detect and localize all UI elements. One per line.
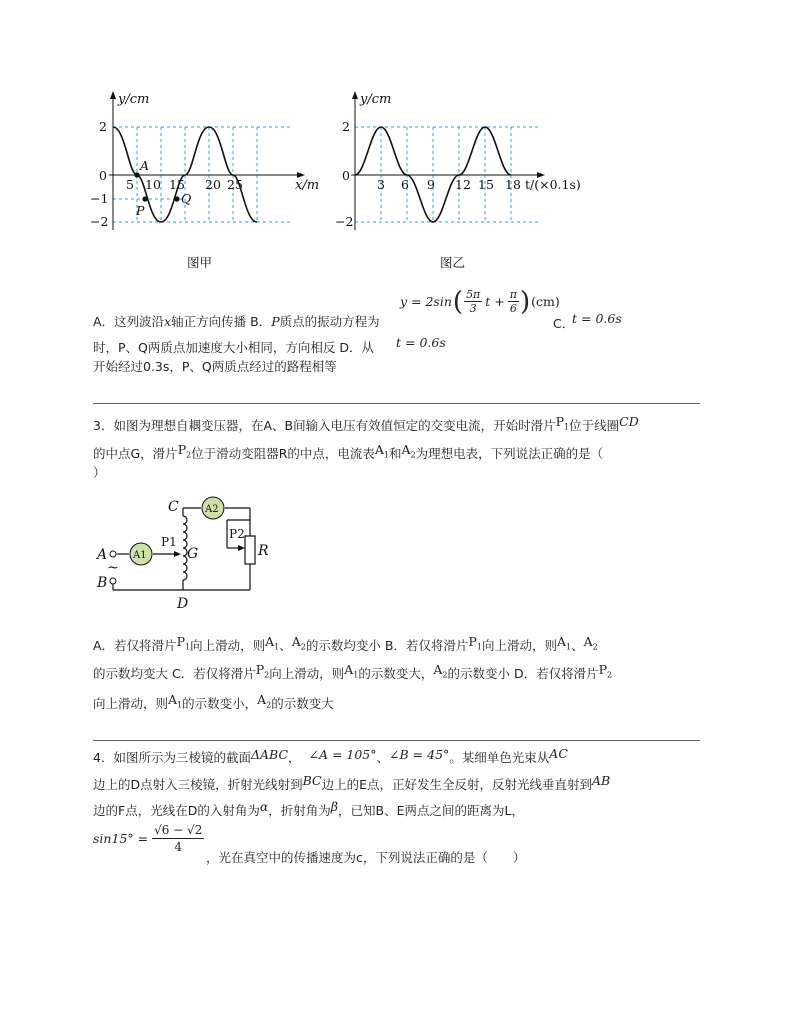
svg-text:~: ~ bbox=[107, 560, 119, 576]
graph-jia bbox=[85, 85, 335, 280]
time-value-2: t = 0.6s bbox=[396, 335, 446, 350]
svg-text:0: 0 bbox=[99, 168, 107, 183]
q2-option-c-label: C． bbox=[553, 316, 575, 331]
svg-text:R: R bbox=[258, 543, 269, 559]
svg-text:C: C bbox=[168, 499, 179, 515]
point-a: A bbox=[140, 158, 150, 173]
q2-option-line-1: A．这列波沿x轴正方向传播 B．P质点的振动方程为 bbox=[93, 314, 380, 329]
caption-jia: 图甲 bbox=[187, 255, 213, 270]
svg-text:9: 9 bbox=[427, 177, 435, 192]
svg-text:B: B bbox=[97, 575, 108, 591]
y-axis-label-jia: y/cm bbox=[118, 92, 150, 107]
divider-2 bbox=[93, 740, 700, 741]
point-p: P bbox=[136, 203, 145, 218]
svg-text:−2: −2 bbox=[335, 214, 354, 229]
q4-stem-line-4: ，光在真空中的传播速度为c，下列说法正确的是（ ） bbox=[206, 850, 526, 865]
svg-text:15: 15 bbox=[169, 177, 185, 192]
q3-stem-line-2: 的中点G，滑片$P_2$位于滑动变阻器R的中点，电流表$A_1$和$A_2$为理想电表，下列说法正确的是（ bbox=[93, 442, 604, 461]
sin15-equation: sin15° = $\frac{√6 - √2}{4}$ bbox=[93, 823, 203, 854]
q3-options-line-2: 的示数均变大 C．若仅将滑片$P_2$向上滑动，则$A_1$的示数变大，$A_2$的示数变小 D．若仅将滑片$P_2$ bbox=[93, 662, 613, 681]
transformer-circuit bbox=[93, 492, 278, 614]
svg-text:20: 20 bbox=[205, 177, 221, 192]
svg-text:A1: A1 bbox=[133, 550, 147, 561]
svg-text:−2: −2 bbox=[90, 214, 109, 229]
svg-text:18: 18 bbox=[505, 177, 521, 192]
q3-stem-line-1: 3．如图为理想自耦变压器，在A、B间输入电压有效值恒定的交变电流，开始时滑片$P_1$位于线圈CD bbox=[93, 414, 639, 433]
q4-stem-line-3: 边的F点，光线在D的入射角为α，折射角为β，已知B、E两点之间的距离为L， bbox=[93, 799, 524, 818]
svg-text:12: 12 bbox=[455, 177, 471, 192]
point-q: Q bbox=[181, 191, 192, 206]
vibration-equation: y = 2sin ( $\frac{5\pi}{3}$ t + $\frac{\pi}{6}$ ) (cm) bbox=[400, 286, 560, 317]
svg-text:−1: −1 bbox=[90, 191, 109, 206]
svg-text:G: G bbox=[187, 546, 199, 562]
svg-text:D: D bbox=[177, 596, 189, 612]
svg-text:5: 5 bbox=[126, 177, 134, 192]
svg-text:15: 15 bbox=[478, 177, 494, 192]
time-value-1: t = 0.6s bbox=[572, 311, 622, 326]
x-axis-label-jia: x/m bbox=[295, 178, 320, 193]
caption-yi: 图乙 bbox=[440, 255, 466, 270]
q2-option-line-3: 开始经过0.3s，P、Q两质点经过的路程相等 bbox=[93, 359, 337, 374]
x-axis-label-yi: t/(×0.1s) bbox=[525, 177, 581, 192]
q3-stem-line-3: ） bbox=[93, 465, 106, 480]
q3-options-line-3: 向上滑动，则$A_1$的示数变小，$A_2$的示数变大 bbox=[93, 692, 334, 711]
svg-text:6: 6 bbox=[401, 177, 409, 192]
y-axis-label-yi: y/cm bbox=[360, 92, 392, 107]
q3-options-line-1: A．若仅将滑片$P_1$向上滑动，则$A_1$、$A_2$的示数均变小 B．若仅将滑片$P_1$向上滑动，则$A_1$、$A_2$ bbox=[93, 634, 598, 653]
svg-text:3: 3 bbox=[377, 177, 385, 192]
svg-text:P1: P1 bbox=[161, 535, 177, 549]
q4-stem-line-1: 4．如图所示为三棱镜的截面ΔABC， ∠A = 105°、∠B = 45°。某细单色光束从AC bbox=[93, 746, 568, 765]
q2-option-line-2: 时，P、Q两质点加速度大小相同，方向相反 D．从 bbox=[93, 340, 374, 355]
svg-text:10: 10 bbox=[145, 177, 161, 192]
svg-text:0: 0 bbox=[342, 168, 350, 183]
svg-text:2: 2 bbox=[342, 119, 350, 134]
svg-text:P2: P2 bbox=[229, 527, 245, 541]
divider-1 bbox=[93, 403, 700, 404]
svg-text:25: 25 bbox=[227, 177, 243, 192]
svg-text:A: A bbox=[97, 547, 108, 563]
svg-text:2: 2 bbox=[99, 119, 107, 134]
svg-text:A2: A2 bbox=[205, 504, 219, 515]
q4-stem-line-2: 边上的D点射入三棱镜，折射光线射到BC边上的E点，正好发生全反射，反射光线垂直射到AB bbox=[93, 773, 611, 792]
graph-yi bbox=[335, 85, 595, 280]
